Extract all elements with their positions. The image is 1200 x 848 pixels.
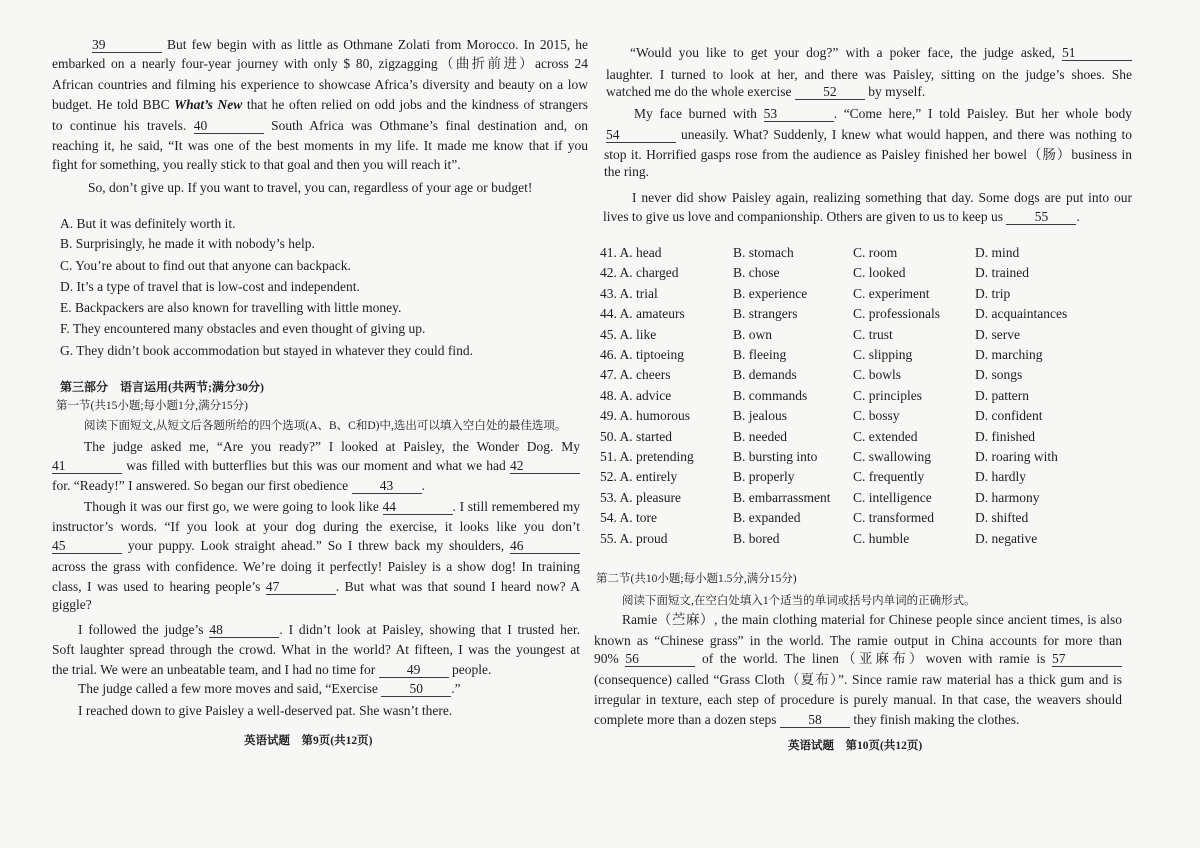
option-cell: B. demands	[733, 367, 797, 382]
option-cell: 49. A. humorous	[600, 408, 691, 423]
reading-line-1	[92, 37, 588, 53]
cloze-line-16: laughter. I turned to look at her, and there was Paisley, sitting on the judge’s shoes. She	[606, 67, 1132, 82]
option-cell: C. transformed	[853, 510, 934, 525]
option-a: A. But it was definitely worth it.	[60, 216, 236, 231]
line-text: that he often relied on odd jobs and the kindness of strangers	[246, 97, 589, 112]
cloze-line-5: instructor’s words. “If you look at your dog during the exercise, it looks like you don’t	[52, 519, 580, 534]
line-text: . “Come here,” I told Paisley. But her whole body	[833, 106, 1132, 121]
line-text: South Africa was Othmane’s final destination and, on	[271, 118, 589, 133]
cloze-line-6	[52, 538, 580, 554]
page-footer-right: 英语试题 第10页(共12页)	[788, 740, 923, 752]
option-cell: 52. A. entirely	[600, 469, 678, 484]
cloze-line-21: the ring.	[604, 164, 649, 179]
line-text: .	[1076, 209, 1080, 224]
option-cell: 50. A. started	[600, 429, 672, 444]
answer-blank-55: 55	[1006, 210, 1076, 225]
option-cell: D. shifted	[975, 510, 1029, 525]
option-cell: 54. A. tore	[600, 510, 657, 525]
line-text: the trial. We were an unbeatable team, and I had no time for	[52, 662, 376, 677]
answer-blank-45: 45	[52, 539, 122, 554]
cloze-line-2	[52, 458, 580, 474]
line-text: .	[421, 478, 425, 493]
answer-blank-42: 42	[510, 459, 580, 474]
answer-blank-54: 54	[606, 128, 676, 143]
option-cell: B. commands	[733, 388, 808, 403]
cloze-line-18	[634, 106, 1132, 122]
option-cell: C. humble	[853, 531, 910, 546]
reading-line-4	[52, 97, 588, 113]
option-cell: 53. A. pleasure	[600, 490, 681, 505]
option-cell: B. embarrassment	[733, 490, 831, 505]
option-cell: B. stomach	[733, 245, 794, 260]
line-text: . But what was that sound I heard now? A	[335, 579, 581, 594]
grammar-line-3	[594, 651, 1122, 667]
line-text: uneasily. What? Suddenly, I knew what would happen, and there was nothing to	[680, 127, 1133, 142]
answer-blank-58: 58	[780, 713, 850, 728]
option-cell: 43. A. trial	[600, 286, 658, 301]
line-text: people.	[452, 662, 492, 677]
answer-blank-52: 52	[795, 85, 865, 100]
line-text: your puppy. Look straight ahead.” So I threw back my shoulders,	[127, 538, 505, 553]
option-f: F. They encountered many obstacles and even thought of giving up.	[60, 321, 426, 336]
option-cell: 46. A. tiptoeing	[600, 347, 684, 362]
line-text: of the world. The linen（亚麻布）woven with ramie is	[702, 651, 1046, 666]
line-text: I followed the judge’s	[78, 622, 204, 637]
option-cell: D. hardly	[975, 469, 1026, 484]
option-cell: B. chose	[733, 265, 780, 280]
option-cell: C. experiment	[853, 286, 930, 301]
cloze-line-17	[606, 84, 925, 100]
option-cell: 55. A. proud	[600, 531, 668, 546]
reading-line-5	[52, 118, 588, 134]
cloze-line-13	[78, 681, 461, 697]
line-text: lives to give us love and companionship. Others are given to us to keep us	[603, 209, 1004, 224]
option-cell: 42. A. charged	[600, 265, 679, 280]
option-cell: D. trip	[975, 286, 1011, 301]
line-text: Though it was our first go, we were going to look like	[84, 499, 379, 514]
answer-blank-53: 53	[764, 107, 834, 122]
option-cell: 44. A. amateurs	[600, 306, 685, 321]
line-text: “Would you like to get your dog?” with a poker face, the judge asked,	[630, 45, 1055, 60]
option-cell: D. confident	[975, 408, 1043, 423]
option-cell: D. harmony	[975, 490, 1040, 505]
option-cell: C. slipping	[853, 347, 913, 362]
option-cell: D. serve	[975, 327, 1020, 342]
grammar-line-2: known as “Chinese grass” in the world. The ramie output in China accounts for more than	[594, 633, 1122, 648]
grammar-line-1: Ramie（苎麻）, the main clothing material for Chinese people since ancient times, is also	[622, 612, 1122, 627]
cloze-line-11: Soft laughter spread through the crowd. What in the world? At fifteen, I was the youngest at	[52, 642, 580, 657]
option-cell: D. finished	[975, 429, 1035, 444]
option-e: E. Backpackers are also known for travelling with little money.	[60, 300, 402, 315]
option-b: B. Surprisingly, he made it with nobody’s help.	[60, 236, 315, 251]
line-text: to continue his travels.	[52, 118, 187, 133]
answer-blank-43: 43	[352, 479, 422, 494]
grammar-line-4: (consequence) called “Grass Cloth（夏布）”. Since ramie raw material has a thick gum and is	[594, 672, 1122, 687]
grammar-line-6	[594, 712, 1019, 728]
answer-blank-41: 41	[52, 459, 122, 474]
option-cell: B. own	[733, 327, 773, 342]
answer-blank-44: 44	[383, 500, 453, 515]
reading-line-7: fight for something, you really stick to that goal and then you will reach it”.	[52, 157, 461, 172]
cloze-line-7: across the grass with confidence. We’re doing it perfectly! Paisley is a show dog! In training	[52, 559, 580, 574]
part-2-title: 第二节(共10小题;每小题1.5分,满分15分)	[596, 573, 797, 585]
option-cell: C. looked	[853, 265, 906, 280]
reading-line-3: African countries and filming his experience to showcase Africa’s diversity and beauty on a low	[52, 77, 588, 92]
option-cell: D. roaring with	[975, 449, 1058, 464]
section-3-title: 第三部分 语言运用(共两节;满分30分)	[60, 380, 264, 394]
option-g: G. They didn’t book accommodation but stayed in whatever they could find.	[60, 343, 474, 358]
cloze-line-23	[603, 209, 1080, 225]
option-cell: C. room	[853, 245, 898, 260]
option-cell: B. properly	[733, 469, 795, 484]
line-text: 90%	[594, 651, 619, 666]
line-text: watched me do the whole exercise	[606, 84, 792, 99]
reading-line-8: So, don’t give up. If you want to travel, you can, regardless of your age or budget!	[88, 180, 533, 195]
cloze-line-19	[606, 127, 1132, 143]
option-cell: C. bossy	[853, 408, 900, 423]
part-1-instructions: 阅读下面短文,从短文后各题所给的四个选项(A、B、C和D)中,选出可以填入空白处的最佳选项。	[84, 420, 567, 432]
option-cell: C. swallowing	[853, 449, 932, 464]
answer-blank-46: 46	[510, 539, 580, 554]
line-text: . I didn’t look at Paisley, showing that I trusted her.	[279, 622, 581, 637]
option-cell: C. intelligence	[853, 490, 932, 505]
line-text: . I still remembered my	[452, 499, 581, 514]
option-cell: C. professionals	[853, 306, 940, 321]
answer-blank-39: 39	[92, 38, 162, 53]
program-title: What’s New	[174, 97, 243, 112]
cloze-line-3	[52, 478, 425, 494]
cloze-line-4	[84, 499, 580, 515]
option-cell: 41. A. head	[600, 245, 662, 260]
cloze-line-15	[630, 45, 1132, 61]
line-text: My face burned with	[634, 106, 757, 121]
line-text: for. “Ready!” I answered. So began our first obedience	[52, 478, 349, 493]
grammar-line-5: irregular in texture, each step of procedure is purely manual. In that case, the weavers should	[594, 692, 1122, 707]
cloze-line-20: stop it. Horrified gasps rose from the audience as Paisley finished her bowel（肠）business in	[604, 147, 1132, 162]
option-cell: 48. A. advice	[600, 388, 672, 403]
option-cell: D. marching	[975, 347, 1043, 362]
line-text: was filled with butterflies but this was our moment and what we had	[126, 458, 506, 473]
option-cell: D. pattern	[975, 388, 1029, 403]
answer-blank-51: 51	[1062, 46, 1132, 61]
option-cell: B. experience	[733, 286, 808, 301]
cloze-line-14: I reached down to give Paisley a well-deserved pat. She wasn’t there.	[78, 703, 453, 718]
cloze-line-1: The judge asked me, “Are you ready?” I looked at Paisley, the Wonder Dog. My	[84, 439, 580, 454]
option-cell: C. extended	[853, 429, 918, 444]
cloze-line-9: giggle?	[52, 597, 92, 612]
cloze-line-12	[52, 662, 491, 678]
cloze-line-22: I never did show Paisley again, realizing something that day. Some dogs are put into our	[632, 190, 1132, 205]
option-cell: D. negative	[975, 531, 1038, 546]
option-cell: D. trained	[975, 265, 1029, 280]
option-cell: D. acquaintances	[975, 306, 1068, 321]
line-text: budget. He told BBC	[52, 97, 170, 112]
option-cell: B. bursting into	[733, 449, 818, 464]
answer-blank-49: 49	[379, 663, 449, 678]
line-text: complete more than a dozen steps	[594, 712, 777, 727]
option-cell: 51. A. pretending	[600, 449, 694, 464]
reading-line-6: reaching it, he said, “It was one of the best moments in my life. It made me know that if you	[52, 138, 588, 153]
answer-blank-40: 40	[194, 119, 264, 134]
option-cell: B. fleeing	[733, 347, 787, 362]
line-text: by myself.	[868, 84, 926, 99]
option-d: D. It’s a type of travel that is low-cost and independent.	[60, 279, 360, 294]
option-cell: C. bowls	[853, 367, 902, 382]
answer-blank-57: 57	[1052, 652, 1122, 667]
option-cell: C. frequently	[853, 469, 925, 484]
option-cell: 45. A. like	[600, 327, 657, 342]
option-cell: B. jealous	[733, 408, 787, 423]
option-cell: D. songs	[975, 367, 1023, 382]
answer-blank-50: 50	[381, 682, 451, 697]
line-text: .”	[451, 681, 461, 696]
line-text: they finish making the clothes.	[853, 712, 1020, 727]
option-cell: C. trust	[853, 327, 893, 342]
option-cell: 47. A. cheers	[600, 367, 671, 382]
line-text: The judge called a few more moves and said, “Exercise	[78, 681, 378, 696]
line-text: class, I was used to hearing people’s	[52, 579, 261, 594]
option-cell: B. bored	[733, 531, 780, 546]
answer-blank-47: 47	[266, 580, 336, 595]
part-1-title: 第一节(共15小题;每小题1分,满分15分)	[56, 400, 248, 412]
part-2-instructions: 阅读下面短文,在空白处填入1个适当的单词或括号内单词的正确形式。	[622, 595, 976, 607]
line-text: But few begin with as little as Othmane Zolati from Morocco. In 2015, he	[167, 37, 588, 52]
option-cell: B. needed	[733, 429, 787, 444]
option-c: C. You’re about to find out that anyone can backpack.	[60, 258, 351, 273]
cloze-line-8	[52, 579, 580, 595]
page-footer-left: 英语试题 第9页(共12页)	[244, 735, 373, 747]
option-cell: D. mind	[975, 245, 1020, 260]
answer-blank-48: 48	[209, 623, 279, 638]
answer-blank-56: 56	[625, 652, 695, 667]
cloze-line-10	[78, 622, 580, 638]
option-cell: C. principles	[853, 388, 922, 403]
option-cell: B. expanded	[733, 510, 801, 525]
reading-line-2: embarked on a nearly four-year journey with only $ 80, zigzagging（曲折前进）across 24	[52, 56, 588, 71]
option-cell: B. strangers	[733, 306, 798, 321]
